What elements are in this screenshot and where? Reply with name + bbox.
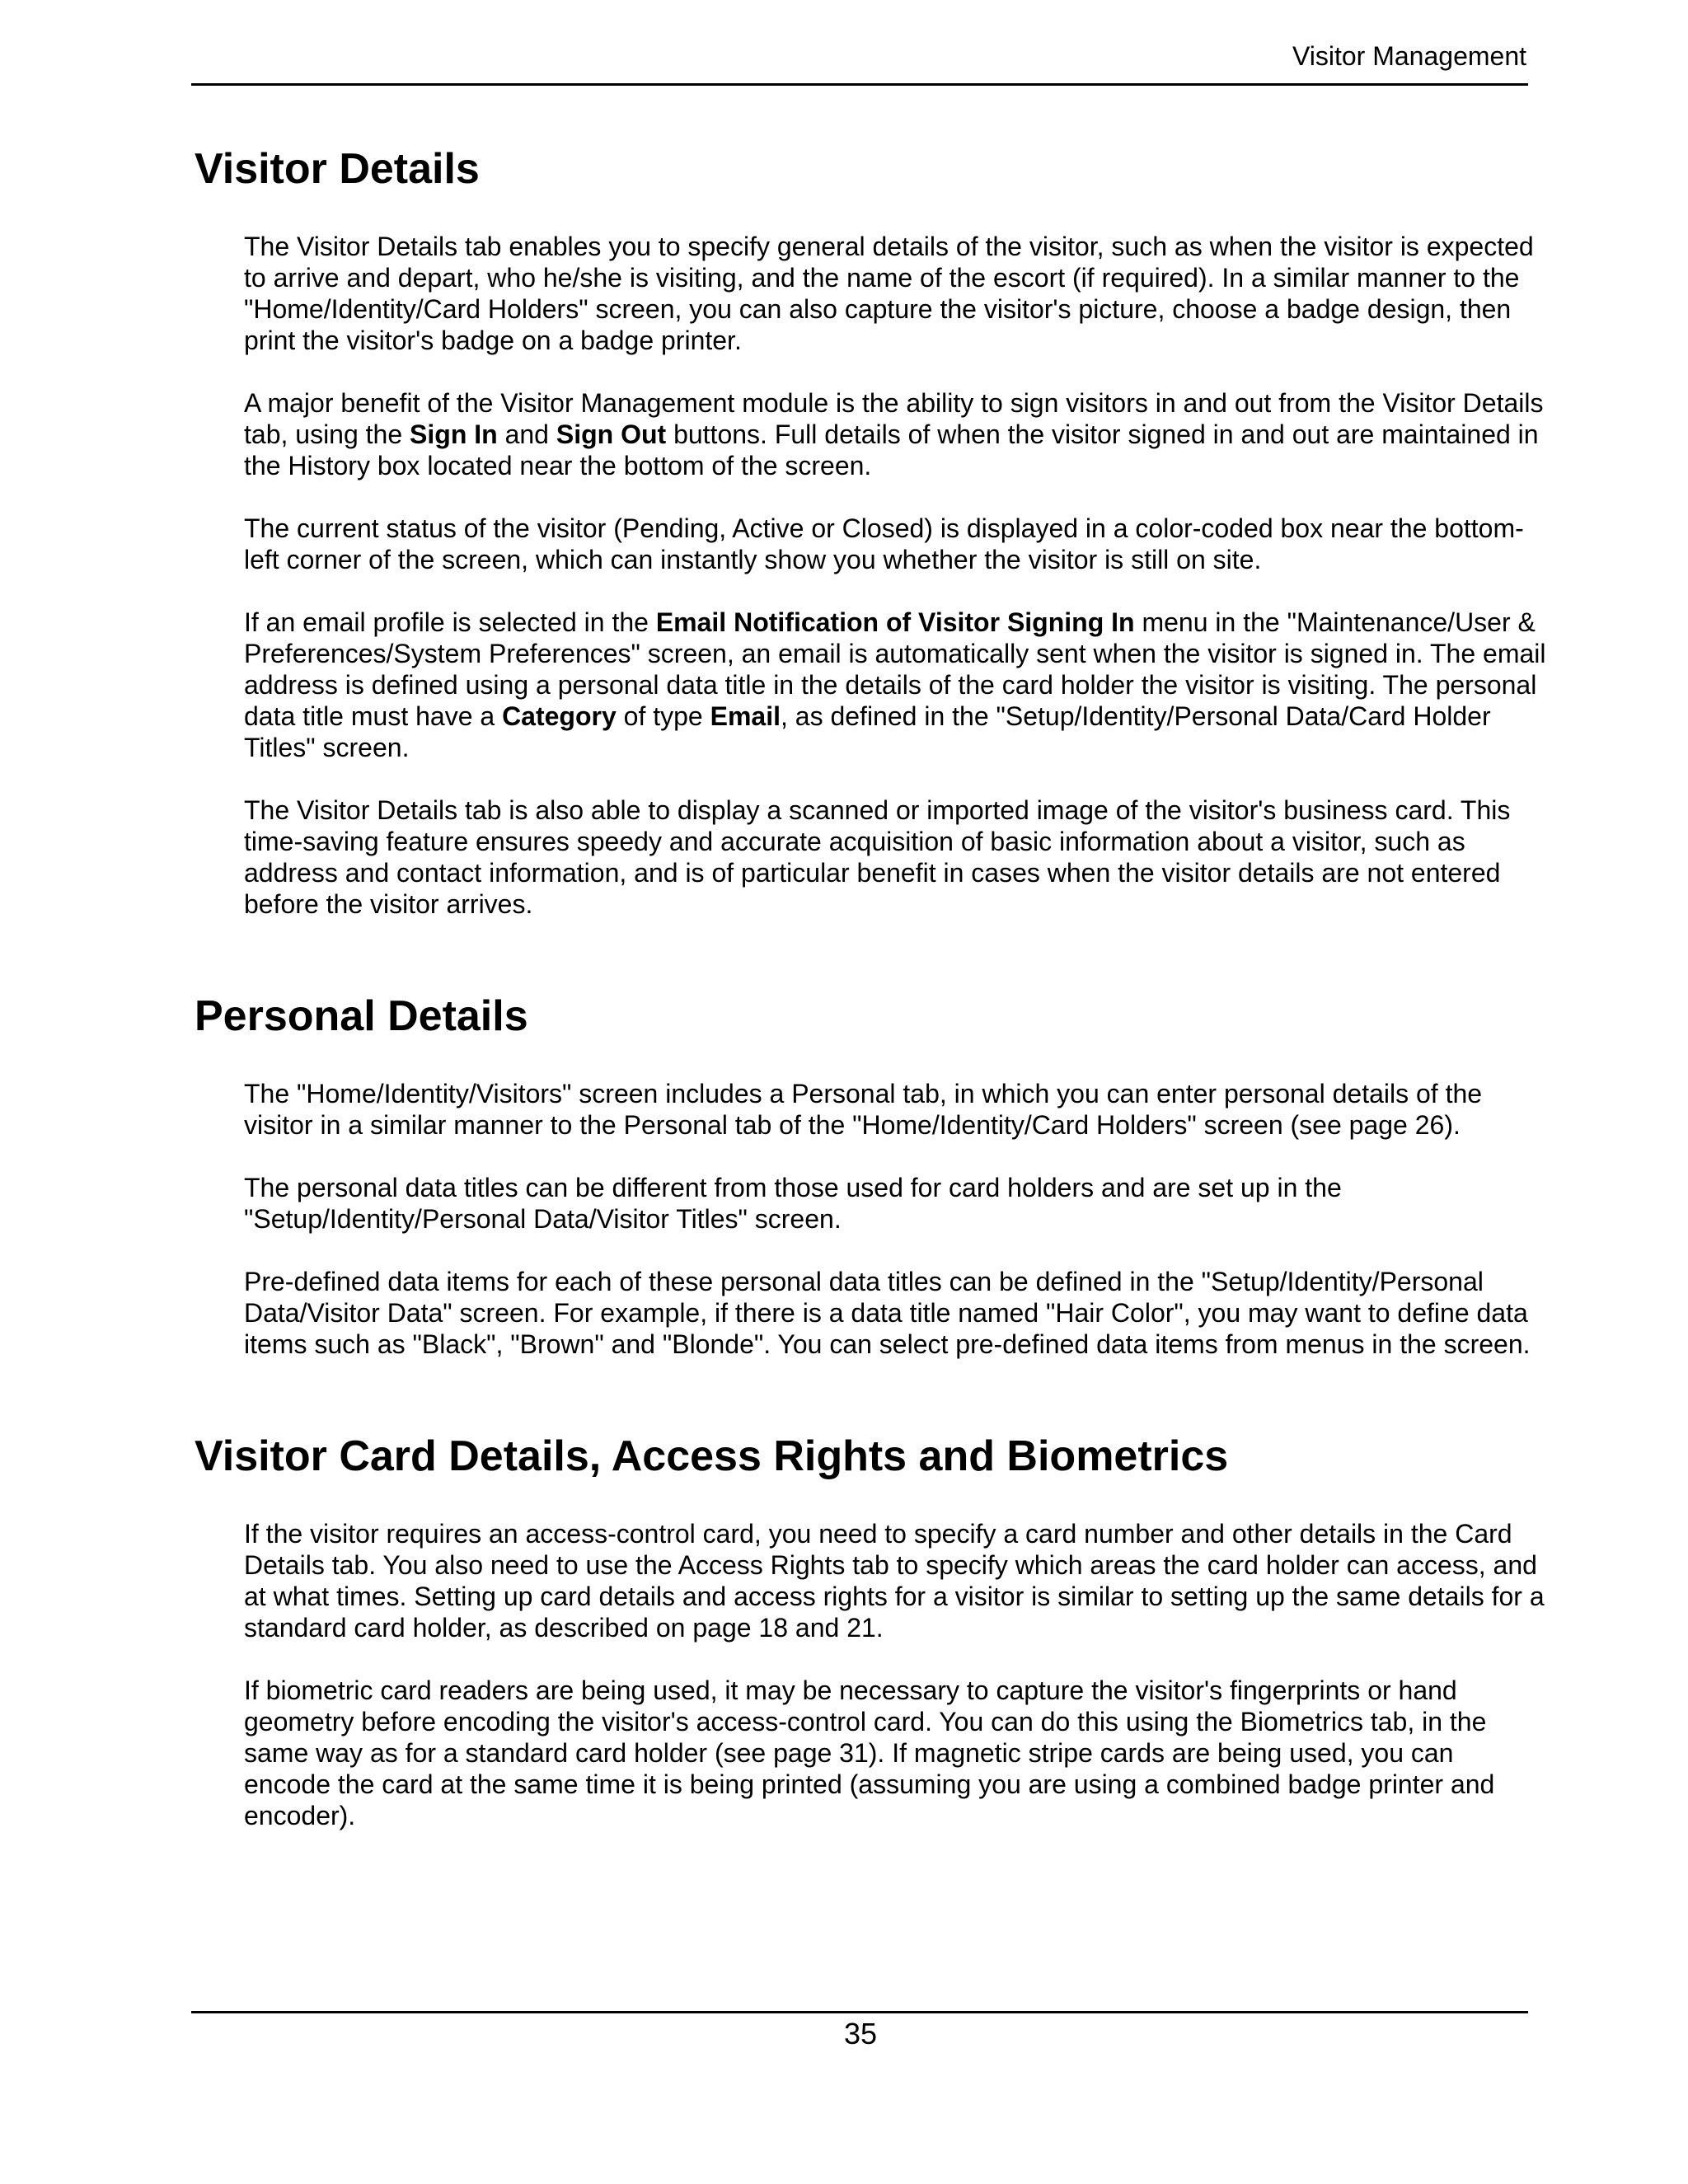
section-body: [244, 231, 1546, 920]
bold-term: Category: [502, 701, 617, 731]
paragraph: The personal data titles can be different from those used for card holders and are set up in the "Setup/Identity/Personal Data/Visitor Titles" screen.: [244, 1173, 1342, 1234]
section-body: [244, 1518, 1546, 1831]
paragraph: A major benefit of the Visitor Management module is the ability to sign visitors in and out from the Visitor Details tab, using the Sign In and Sign Out buttons. Full details of when the visitor signed in and out are maintained in the History box located near the bottom of the screen.: [244, 388, 1544, 480]
page-content: [195, 142, 1546, 1831]
section-body: [244, 1078, 1546, 1360]
section-heading: Personal Details: [195, 992, 528, 1040]
paragraph: The "Home/Identity/Visitors" screen includes a Personal tab, in which you can enter personal details of the visitor in a similar manner to the Personal tab of the "Home/Identity/Card Holders" screen (see page 26).: [244, 1079, 1483, 1140]
section-heading: Visitor Card Details, Access Rights and Biometrics: [195, 1432, 1229, 1480]
running-header: Visitor Management: [1292, 41, 1526, 71]
paragraph: Pre-defined data items for each of these personal data titles can be defined in the "Setup/Identity/Personal Data/Visitor Data" screen. For example, if there is a data title named "Hair Color", you may want to define data items such as "Black", "Brown" and "Blonde". You can select pre-defined data items from menus in the screen.: [244, 1267, 1531, 1359]
section-heading: Visitor Details: [195, 145, 480, 193]
paragraph: If biometric card readers are being used, it may be necessary to capture the visitor's fingerprints or hand geometry before encoding the visitor's access-control card. You can do this using the Biometrics tab, in the same way as for a standard card holder (see page 31). If magnetic stripe cards are being used, you can encode the card at the same time it is being printed (assuming you are using a combined badge printer and encoder).: [244, 1675, 1495, 1830]
page-number: 35: [843, 2017, 878, 2050]
paragraph: The Visitor Details tab enables you to specify general details of the visitor, such as when the visitor is expected to arrive and depart, who he/she is visiting, and the name of the escort (if required). In a similar manner to the "Home/Identity/Card Holders" screen, you can also capture the visitor's picture, choose a badge design, then print the visitor's badge on a badge printer.: [244, 232, 1534, 355]
bold-term: Sign In: [410, 419, 498, 449]
bold-term: Email Notification of Visitor Signing In: [655, 607, 1135, 637]
section-visitor-details: [195, 142, 1546, 920]
header-rule: [191, 83, 1528, 86]
footer-rule: [191, 2011, 1528, 2013]
paragraph: The Visitor Details tab is also able to display a scanned or imported image of the visitor's business card. This time-saving feature ensures speedy and accurate acquisition of basic information about a visitor, such as address and contact information, and is of particular benefit in cases when the visitor details are not entered before the visitor arrives.: [244, 795, 1511, 919]
bold-term: Email: [710, 701, 781, 731]
paragraph: The current status of the visitor (Pending, Active or Closed) is displayed in a color-coded box near the bottom-left corner of the screen, which can instantly show you whether the visitor is still on site.: [244, 513, 1524, 574]
paragraph: If the visitor requires an access-control card, you need to specify a card number and other details in the Card Details tab. You also need to use the Access Rights tab to specify which areas the card holder can access, and at what times. Setting up card details and access rights for a visitor is similar to setting up the same details for a standard card holder, as described on page 18 and 21.: [244, 1519, 1545, 1643]
bold-term: Sign Out: [556, 419, 667, 449]
paragraph: If an email profile is selected in the Email Notification of Visitor Signing In menu in the "Maintenance/User & Preferences/System Preferences" screen, an email is automatically sent when the visitor is signed in. The email address is defined using a personal data title in the details of the card holder the visitor is visiting. The personal data title must have a Category of type Email, as defined in the "Setup/Identity/Personal Data/Card Holder Titles" screen.: [244, 607, 1546, 762]
section-visitor-card-details: [195, 1429, 1546, 1831]
section-personal-details: [195, 989, 1546, 1360]
